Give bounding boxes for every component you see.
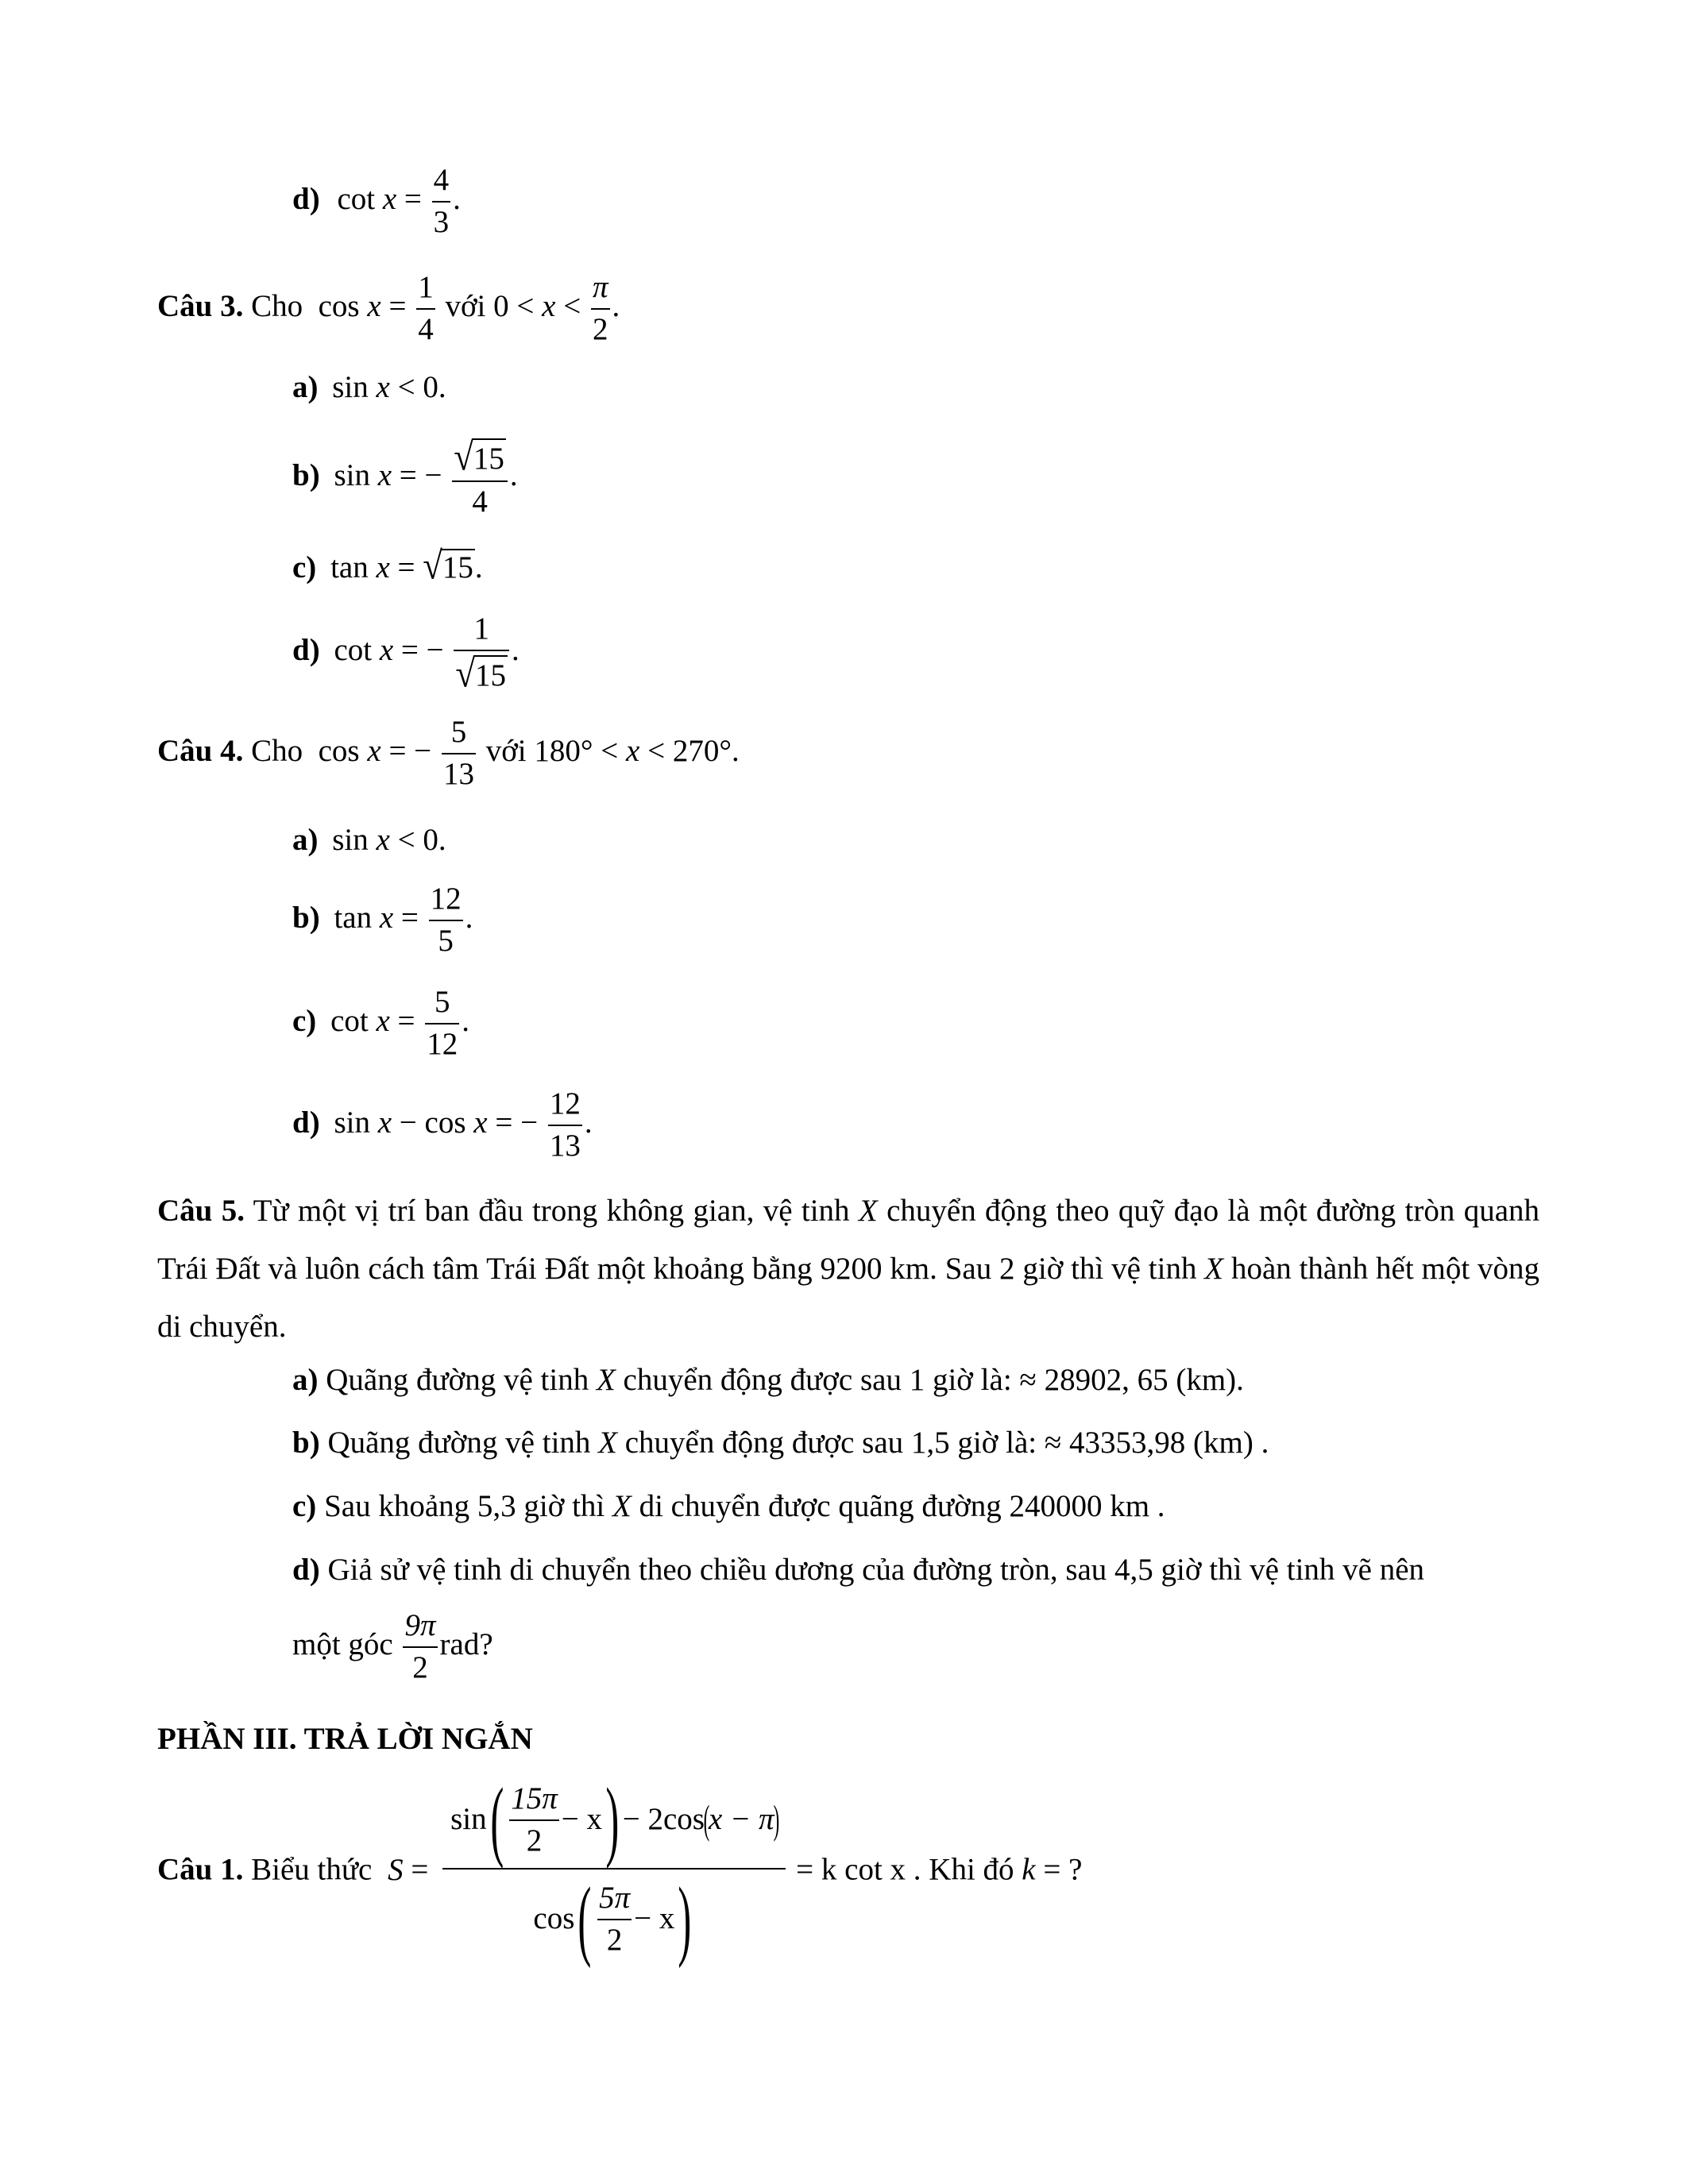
cau5-option-a [292, 1364, 1244, 1395]
variable: X [858, 1194, 878, 1228]
option-label: b) [292, 1426, 320, 1460]
fraction: $\frac{4}{3}$ [433, 163, 450, 239]
variable: k [1022, 1852, 1036, 1887]
question-text: = k cot x . Khi đó [796, 1852, 1014, 1887]
option-text: chuyển động được sau 1 giờ là: [623, 1363, 1012, 1397]
option-text: chuyển động được sau 1,5 giờ là: [624, 1426, 1037, 1460]
func-name: sin [332, 823, 369, 857]
func-name: sin [334, 1105, 370, 1140]
option-label: d) [292, 1105, 320, 1140]
option-text: di chuyển được quãng đường [639, 1489, 1002, 1523]
bound: 0 [493, 288, 509, 323]
distance-value: 9200 km [820, 1252, 930, 1286]
option-text: một góc [292, 1626, 393, 1661]
func-name: sin [334, 458, 370, 493]
fraction: $\frac{1}{4}$ [418, 270, 434, 346]
question-text: hoàn thành hết một vòng di chuyển. [157, 1252, 1539, 1344]
func-name: cos [533, 1901, 575, 1936]
option-label: d) [292, 633, 320, 668]
func-name: cot [330, 1003, 369, 1038]
math-term: − x [561, 1802, 603, 1837]
question-text: Cho [251, 288, 303, 323]
option-text: Quãng đường vệ tinh [327, 1426, 591, 1460]
question-text: = ? [1043, 1852, 1083, 1887]
variable: X [612, 1489, 632, 1523]
option-text: Giả sử vệ tinh di chuyển theo chiều dương của đường tròn, sau 4,5 giờ thì vệ tinh vẽ nên [327, 1553, 1425, 1587]
inequality: < 0 [397, 823, 438, 857]
variable: X [1204, 1252, 1224, 1286]
cau5-option-c [292, 1491, 1165, 1522]
fraction: $\frac{15\pi}{2}$ [511, 1781, 558, 1858]
connector-text: với [445, 288, 486, 323]
variable: x [367, 288, 381, 323]
phan3-cau1: Câu 1. Biểu thức S = sin( $\frac{15\pi}{2}$ − x) − 2cos(x − π) cos( $\frac{5\pi}{2}$ − x) = k cot x . Khi đó k = ? [157, 1770, 1083, 1970]
cau2-option-d: d) cot x = $\frac{4}{3}$ . [292, 163, 461, 239]
cau5-option-d-cont [292, 1608, 493, 1686]
func-name: sin [450, 1802, 487, 1837]
fraction: $\frac{12}{5}$ [430, 882, 462, 958]
cau3-option-a: a) sin x < 0. [292, 370, 446, 404]
func-name: cos [318, 733, 360, 768]
fraction: $\frac{√15}{4}$ [452, 437, 508, 519]
cau4-question: Câu 4. Cho cos x = − $\frac{5}{13}$ với 180° < x < 270°. [157, 715, 740, 791]
fraction: $\frac{12}{13}$ [549, 1086, 581, 1163]
option-label: b) [292, 900, 320, 935]
func-name: tan [334, 900, 373, 935]
variable: S [388, 1852, 404, 1887]
func-name: tan [330, 550, 369, 585]
cau4-option-c: c) cot x = $\frac{5}{12}$ . [292, 985, 470, 1061]
option-text: Quãng đường vệ tinh [326, 1363, 589, 1397]
option-label: c) [292, 550, 317, 585]
func-name: cos [424, 1105, 466, 1140]
option-label: d) [292, 181, 320, 216]
option-text: Sau khoảng 5,3 giờ thì [324, 1489, 605, 1523]
func-name: sin [332, 370, 369, 404]
question-text: chuyển động theo quỹ đạo là một đường tròn quanh Trái Đất và luôn cách tâm Trái Đất một khoảng bằng [157, 1194, 1540, 1286]
cau4-option-d: d) sin x − cos x = − $\frac{12}{13}$ . [292, 1086, 593, 1163]
option-value: 240000 km . [1009, 1489, 1165, 1523]
cau5-question [157, 1182, 1539, 1356]
math-term: − 2cos [622, 1802, 705, 1837]
cau3-question: Câu 3. Cho cos x = $\frac{1}{4}$ với 0 < x < $\frac{\pi}{2}$ . [157, 270, 620, 346]
cau5-option-d [292, 1554, 1539, 1585]
fraction: $\frac{\pi}{2}$ [592, 270, 608, 346]
func-name: cot [334, 633, 373, 668]
fraction: $\frac{5}{12}$ [427, 985, 458, 1061]
cau5-option-b [292, 1427, 1269, 1458]
cau3-option-c: c) tan x = √15. [292, 543, 483, 588]
square-root: √15 [423, 543, 473, 588]
fraction: $\frac{9\pi}{2}$ [404, 1608, 436, 1684]
fraction: $\frac{5\pi}{2}$ [599, 1880, 631, 1957]
fraction: $\frac{5}{13}$ [442, 715, 474, 791]
cau4-option-a: a) sin x < 0. [292, 823, 446, 857]
option-label: c) [292, 1489, 317, 1523]
connector-text: với [485, 733, 527, 768]
option-value: ≈ 43353,98 (km) . [1044, 1426, 1269, 1460]
question-label: Câu 3. [157, 288, 244, 323]
option-label: a) [292, 1363, 319, 1397]
option-label: c) [292, 1003, 317, 1038]
variable: X [598, 1426, 617, 1460]
big-fraction: sin( $\frac{15\pi}{2}$ − x) − 2cos(x − π) cos( $\frac{5\pi}{2}$ − x) [442, 1775, 786, 1964]
section-heading: PHẦN III. TRẢ LỜI NGẮN [157, 1722, 533, 1756]
option-label: b) [292, 458, 320, 493]
func-name: cot [337, 181, 376, 216]
question-text: Từ một vị trí ban đầu trong không gian, vệ tinh [253, 1194, 850, 1228]
question-label: Câu 5. [157, 1194, 245, 1228]
question-label: Câu 4. [157, 733, 244, 768]
option-value: ≈ 28902, 65 (km). [1019, 1363, 1244, 1397]
fraction: $\frac{1}{√15}$ [454, 612, 509, 694]
question-text: . Sau 2 giờ thì vệ tinh [929, 1252, 1197, 1286]
question-label: Câu 1. [157, 1852, 244, 1887]
variable: X [596, 1363, 616, 1397]
option-label: d) [292, 1553, 320, 1587]
option-label: a) [292, 370, 319, 404]
cau3-option-b: b) sin x = − $\frac{√15}{4}$ . [292, 434, 518, 519]
bound: 180° [534, 733, 593, 768]
func-name: cos [318, 288, 360, 323]
math-term: x − π [708, 1802, 774, 1837]
question-text: Biểu thức [251, 1852, 373, 1887]
math-term: − x [634, 1901, 675, 1936]
bound: 270° [672, 733, 732, 768]
cau3-option-d: d) cot x = − $\frac{1}{√15}$ . [292, 612, 520, 696]
cau4-option-b: b) tan x = $\frac{12}{5}$ . [292, 882, 473, 958]
inequality: < 0 [397, 370, 438, 404]
option-text: rad? [439, 1626, 493, 1661]
option-label: a) [292, 823, 319, 857]
variable: x [382, 181, 397, 216]
question-text: Cho [251, 733, 303, 768]
